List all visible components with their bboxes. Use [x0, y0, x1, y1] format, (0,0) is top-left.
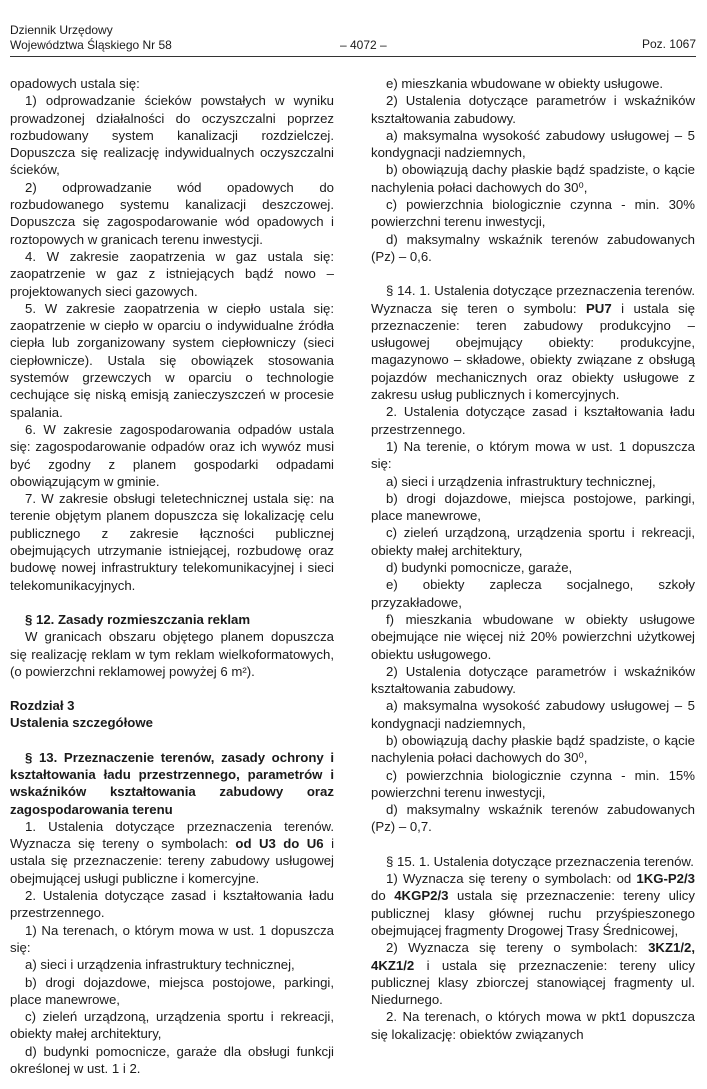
- page-number: – 4072 –: [340, 38, 387, 52]
- list-item: a) sieci i urządzenia infrastruktury technicznej,: [386, 473, 656, 489]
- paragraph: opadowych ustala się:: [10, 76, 140, 91]
- list-item: e) obiekty zaplecza socjalnego, szkoły przyzakładowe,: [371, 577, 695, 610]
- list-item: b) drogi dojazdowe, miejsca postojowe, parkingi, place manewrowe,: [10, 974, 334, 1007]
- position-number: Poz. 1067: [641, 37, 696, 51]
- journal-title: [10, 23, 172, 53]
- list-item: c) powierzchnia biologicznie czynna - min. 15% powierzchni terenu inwestycji,: [371, 767, 695, 800]
- paragraph: 2) Wyznacza się tereny o symbolach: 3KZ1/2, 4KZ1/2 i ustala się przeznaczenie: tereny ulicy publicznej klasy zbiorczej stanowiącej fragmenty ul. Niedurnego.: [371, 940, 696, 1008]
- journal-name: Dziennik Urzędowy: [10, 23, 113, 37]
- paragraph: 1) Na terenie, o którym mowa w ust. 1 dopuszcza się:: [371, 438, 695, 472]
- paragraph: 2) odprowadzanie wód opadowych do rozbudowanego systemu kanalizacji deszczowej. Dopuszcza się zagospodarowanie wód opadowych i roztopowych w granicach terenu inwestycji.: [10, 179, 334, 247]
- paragraph: 2) Ustalenia dotyczące parametrów i wskaźników kształtowania zabudowy.: [371, 93, 695, 126]
- list-item: d) maksymalny wskaźnik terenów zabudowanych (Pz) – 0,6.: [371, 231, 695, 264]
- list-item: a) maksymalna wysokość zabudowy usługowej – 5 kondygnacji nadziemnych,: [371, 127, 695, 161]
- header-rule: [10, 56, 696, 57]
- paragraph: 7. W zakresie obsługi teletechnicznej ustala się: na terenie objętym planem dopuszcza się lokalizację celu publicznego z zakresie łączności publicznej obejmujących utrzymanie istniejącej, rozbudowę oraz budowę nowej infrastruktury telekomunikacyjnej i sieci telekomunikacyjnych.: [10, 491, 334, 593]
- paragraph: 1. Ustalenia dotyczące przeznaczenia terenów. Wyznacza się tereny o symbolach: od U3 do U6 i ustala się przeznaczenie: tereny zabudowy usługowej obejmującej usługi publiczne i komercyjne.: [10, 818, 335, 886]
- right-column: [371, 75, 695, 1043]
- paragraph: W granicach obszaru objętego planem dopuszcza się realizację reklam w tym reklam wielkoformatowych, (o powierzchni reklamowej powyżej 6 m²).: [10, 629, 334, 679]
- list-item: d) budynki pomocnicze, garaże dla obsługi funkcji określonej w ust. 1 i 2.: [10, 1043, 334, 1077]
- list-item: e) mieszkania wbudowane w obiekty usługowe.: [386, 76, 664, 91]
- list-item: f) mieszkania wbudowane w obiekty usługowe obejmujące nie więcej niż 20% powierzchni użytkowej obiektu usługowego.: [371, 611, 695, 662]
- list-item: a) maksymalna wysokość zabudowy usługowej – 5 kondygnacji nadziemnych,: [371, 698, 695, 731]
- list-item: b) obowiązują dachy płaskie bądź spadziste, o kącie nachylenia połaci dachowych do 30⁰,: [371, 162, 695, 195]
- list-item: b) drogi dojazdowe, miejsca postojowe, parkingi, place manewrowe,: [371, 490, 695, 524]
- list-item: b) obowiązują dachy płaskie bądź spadziste, o kącie nachylenia połaci dachowych do 30⁰,: [371, 732, 695, 766]
- left-column: [10, 75, 334, 1077]
- paragraph: 5. W zakresie zaopatrzenia w ciepło ustala się: zaopatrzenie w ciepło w oparciu o indywidualne źródła ciepła lub zorganizowany system ciepłowniczy (sieci ciepłownicze). Ustala się obowiązek stosowania systemów grzewczych w oparciu o technologie cechujące się niską emisją zanieczyszczeń w procesie spalania.: [10, 300, 334, 420]
- paragraph: 2. Na terenach, o których mowa w pkt1 dopuszcza się lokalizację: obiektów związanych: [371, 1009, 695, 1042]
- list-item: a) sieci i urządzenia infrastruktury technicznej,: [25, 957, 295, 973]
- list-item: c) zieleń urządzoną, urządzenia sportu i rekreacji, obiekty małej architektury,: [10, 1009, 334, 1042]
- list-item: d) budynki pomocnicze, garaże,: [386, 560, 573, 576]
- page-header: [10, 23, 696, 59]
- paragraph: 2. Ustalenia dotyczące zasad i kształtowania ładu przestrzennego.: [10, 888, 334, 921]
- section-14-paragraph: § 14. 1. Ustalenia dotyczące przeznaczenia terenów. Wyznacza się teren o symbolu: PU7 i ustala się przeznaczenie: teren zabudowy produkcyjno – usługowej obejmujący obiekty: produkcyjne, magazynowo – składowe, obiekty związane z obsługą pojazdów mechanicznych oraz obiekty usługowe z zakresu usług publicznych i komercyjnych.: [371, 283, 695, 403]
- section-13-heading: § 13. Przeznaczenie terenów, zasady ochrony i kształtowania ładu przestrzennego, parametrów i wskaźników kształtowania zabudowy oraz zagospodarowania terenu: [10, 749, 334, 817]
- paragraph: 2) Ustalenia dotyczące parametrów i wskaźników kształtowania zabudowy.: [371, 663, 695, 697]
- list-item: d) maksymalny wskaźnik terenów zabudowanych (Pz) – 0,7.: [371, 802, 695, 835]
- paragraph: 6. W zakresie zagospodarowania odpadów ustala się: zagospodarowanie odpadów oraz ich wywóz musi być zgodny z planem gospodarki odpadami obowiązującym w gminie.: [10, 421, 334, 489]
- paragraph: 1) Wyznacza się tereny o symbolach: od 1KG-P2/3 do 4KGP2/3 ustala się przeznaczenie: tereny ulicy publicznej klasy głównej ruchu przyśpieszonego obejmującej fragmenty Drogowej Trasy Średnicowej,: [371, 871, 695, 938]
- list-item: c) powierzchnia biologicznie czynna - min. 30% powierzchni terenu inwestycji,: [371, 197, 695, 230]
- list-item: c) zieleń urządzoną, urządzenia sportu i rekreacji, obiekty małej architektury,: [371, 525, 695, 558]
- paragraph: 2. Ustalenia dotyczące zasad i kształtowania ładu przestrzennego.: [371, 404, 695, 437]
- section-12-heading: § 12. Zasady rozmieszczania reklam: [25, 611, 251, 627]
- paragraph: 1) Na terenach, o którym mowa w ust. 1 dopuszcza się:: [10, 922, 334, 955]
- journal-issue: Województwa Śląskiego Nr 58: [10, 38, 172, 52]
- paragraph: 1) odprowadzanie ścieków powstałych w wyniku prowadzonej działalności do oczyszczalni poprzez rozbudowany system kanalizacji rozdzielczej. Dopuszcza się realizację indywidualnych oczyszczalni ścieków,: [10, 93, 334, 178]
- section-15-paragraph: § 15. 1. Ustalenia dotyczące przeznaczenia terenów.: [386, 853, 694, 869]
- paragraph: 4. W zakresie zaopatrzenia w gaz ustala się: zaopatrzenie w gaz z istniejących bądź nowo – projektowanych sieci gazowych.: [10, 248, 334, 299]
- chapter-title: Ustalenia szczegółowe: [10, 715, 153, 731]
- chapter-number: Rozdział 3: [10, 698, 75, 714]
